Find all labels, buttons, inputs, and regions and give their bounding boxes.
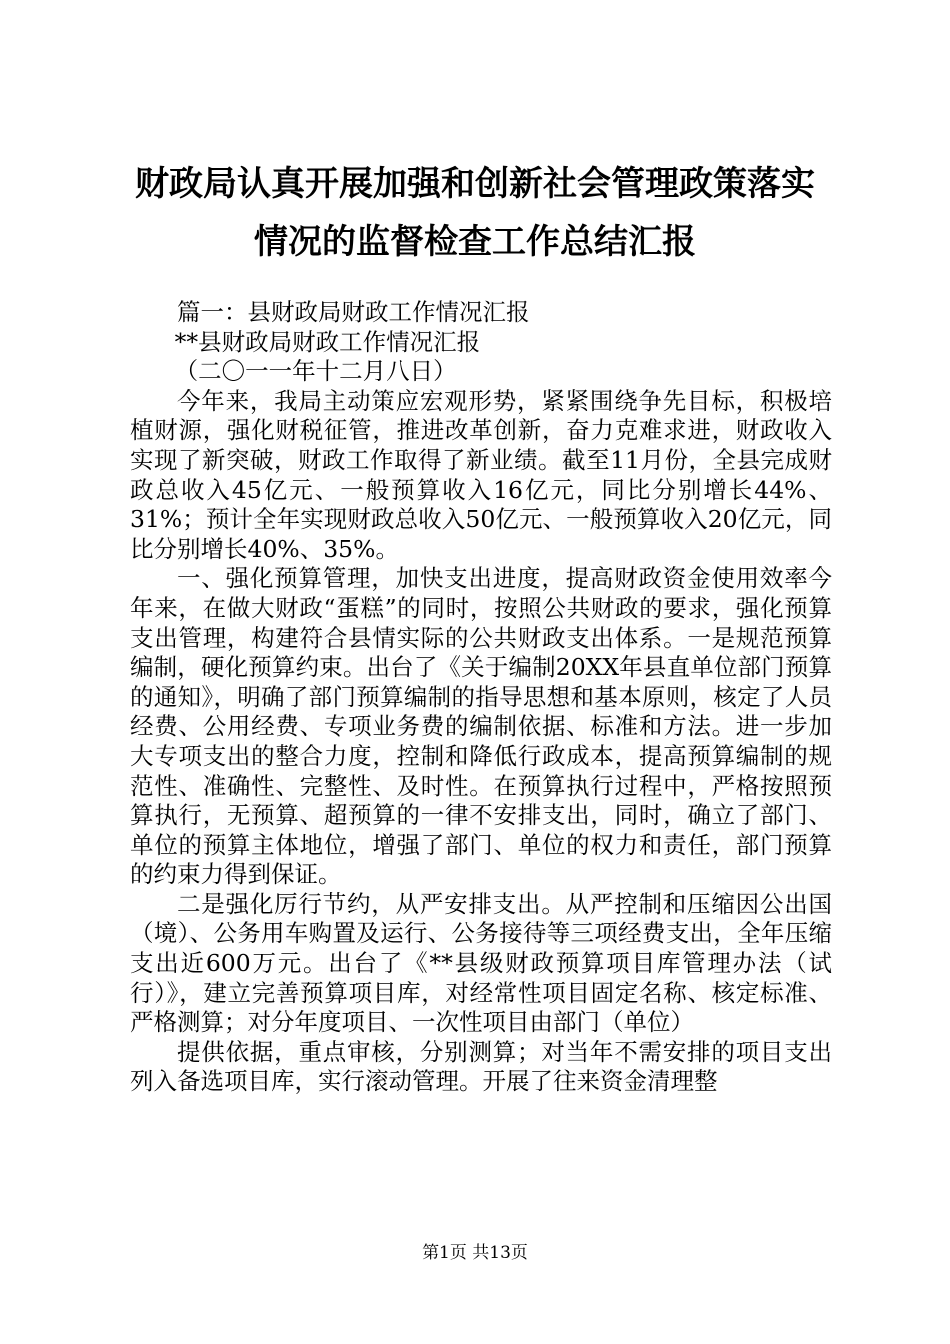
document-title-line-2: 情况的监督检查工作总结汇报 [254, 222, 696, 262]
section-heading: 篇一：县财政局财政工作情况汇报 [177, 298, 530, 326]
page-footer: 第1页 共13页 [422, 1243, 528, 1263]
document-title-line-1: 财政局认真开展加强和创新社会管理政策落实 [135, 164, 815, 204]
body-paragraph: 今年来，我局主动策应宏观形势，紧紧围绕争先目标，积极培植财源，强化财税征管，推进改革创新，奋力克难求进，财政收入实现了新突破，财政工作取得了新业绩。截至11月份，全县完成财政总收入45亿元、一般预算收入16亿元，同比分别增长44%、31%；预计全年实现财政总收入50亿元、一般预算收入20亿元，同比分别增长40%、35%。 [130, 386, 832, 563]
report-date: （二〇一一年十二月八日） [174, 357, 457, 386]
document-body [130, 298, 832, 1097]
body-paragraph: 提供依据，重点审核，分别测算；对当年不需安排的项目支出列入备选项目库，实行滚动管理。开展了往来资金清理整 [130, 1037, 832, 1096]
body-paragraph: 一、强化预算管理，加快支出进度，提高财政资金使用效率今年来，在做大财政“蛋糕”的同时，按照公共财政的要求，强化预算支出管理，构建符合县情实际的公共财政支出体系。一是规范预算编制，硬化预算约束。出台了《关于编制20XX年县直单位部门预算的通知》，明确了部门预算编制的指导思想和基本原则，核定了人员经费、公用经费、专项业务费的编制依据、标准和方法。进一步加大专项支出的整合力度，控制和降低行政成本，提高预算编制的规范性、准确性、完整性、及时性。在预算执行过程中，严格按照预算执行，无预算、超预算的一律不安排支出，同时，确立了部门、单位的预算主体地位，增强了部门、单位的权力和责任，部门预算的约束力得到保证。 [130, 564, 832, 889]
body-paragraph: 二是强化厉行节约，从严安排支出。从严控制和压缩因公出国（境）、公务用车购置及运行、公务接待等三项经费支出，全年压缩支出近600万元。出台了《**县级财政预算项目库管理办法（试行）》，建立完善预算项目库，对经常性项目固定名称、核定标准、严格测算；对分年度项目、一次性项目由部门（单位） [130, 889, 832, 1037]
report-subtitle: **县财政局财政工作情况汇报 [174, 327, 481, 356]
